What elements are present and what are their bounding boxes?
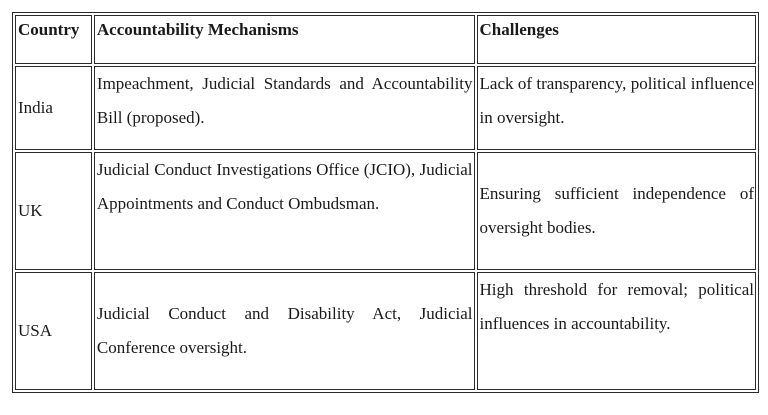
table-row-india (15, 66, 756, 150)
accountability-comparison-table (12, 12, 759, 393)
challenges-cell: Ensuring sufficient independence of oversight bodies. (477, 152, 756, 270)
country-cell: USA (15, 272, 92, 390)
mechanisms-cell: Judicial Conduct Investigations Office (JCIO), Judicial Appointments and Conduct Ombudsman. (94, 152, 475, 270)
challenges-cell: High threshold for removal; political influences in accountability. (477, 272, 756, 390)
country-cell: India (15, 66, 92, 150)
header-country: Country (15, 15, 92, 64)
mechanisms-cell: Judicial Conduct and Disability Act, Judicial Conference oversight. (94, 272, 475, 390)
header-accountability-mechanisms: Accountability Mechanisms (94, 15, 475, 64)
table-row-uk (15, 152, 756, 270)
challenges-cell: Lack of transparency, political influence in oversight. (477, 66, 756, 150)
header-challenges: Challenges (477, 15, 756, 64)
table-row-usa (15, 272, 756, 390)
mechanisms-cell: Impeachment, Judicial Standards and Accountability Bill (proposed). (94, 66, 475, 150)
country-cell: UK (15, 152, 92, 270)
table-header-row (15, 15, 756, 64)
